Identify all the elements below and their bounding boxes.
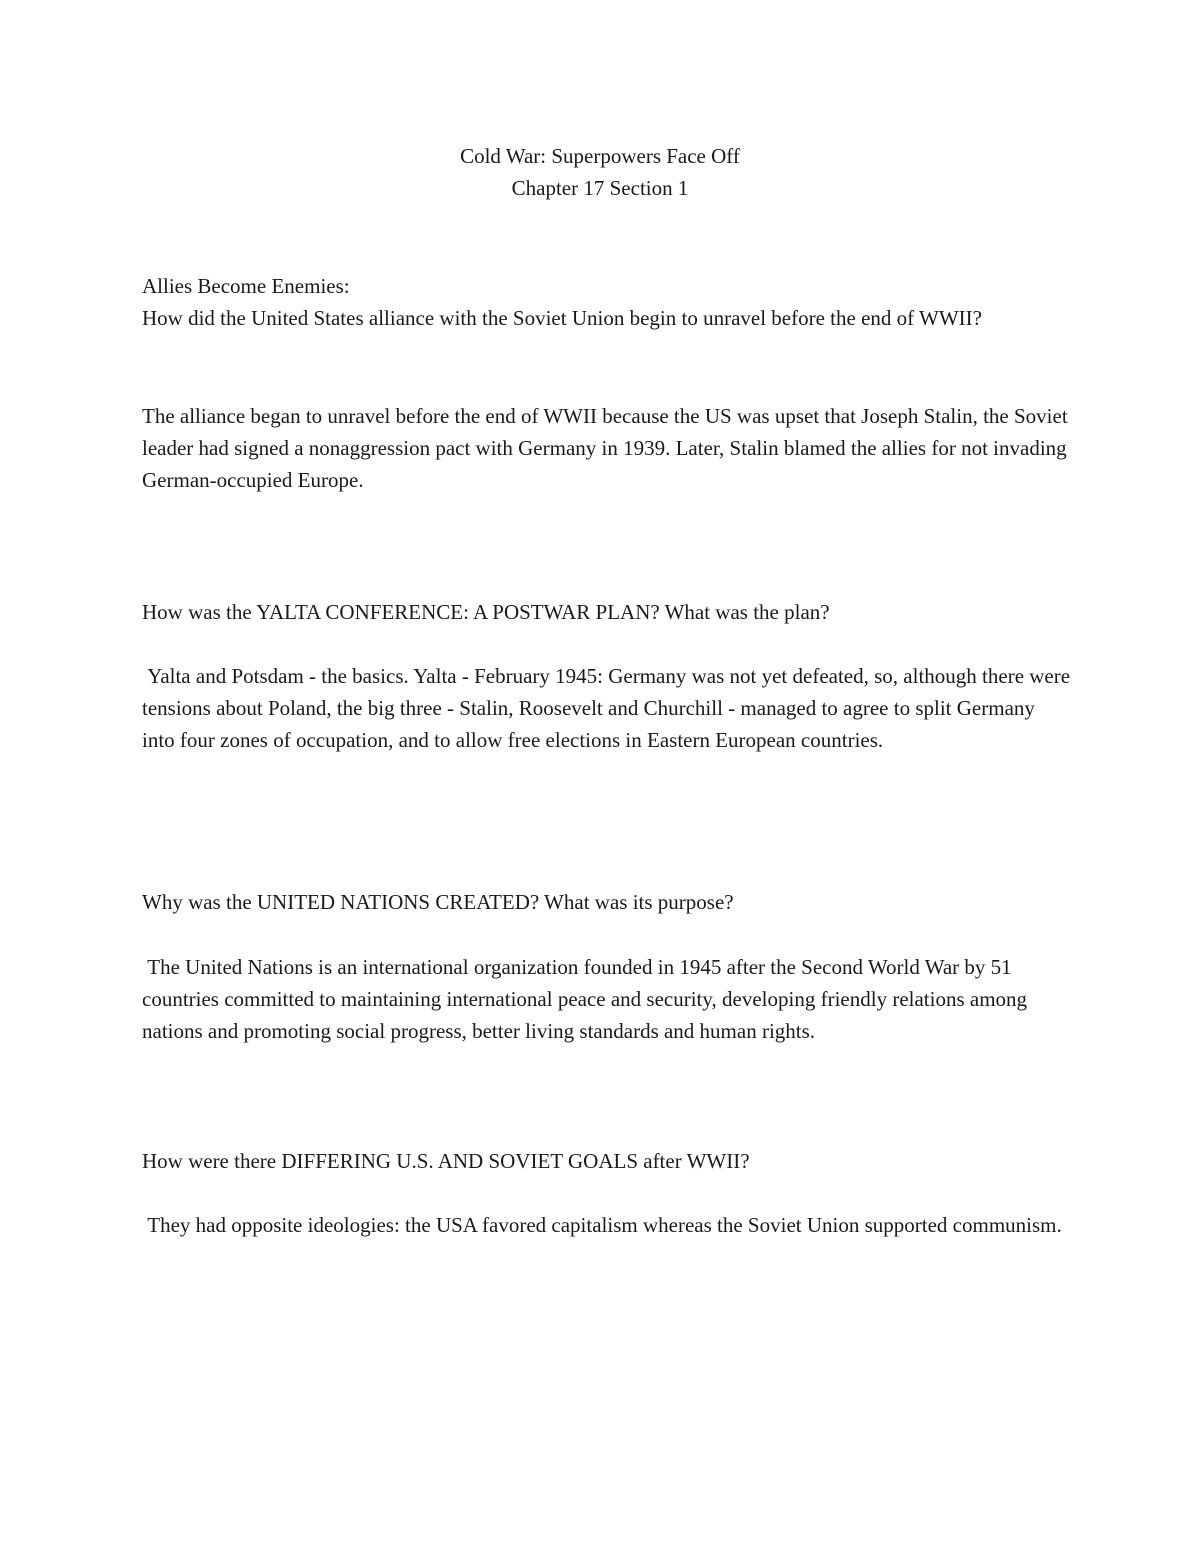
section-answer: They had opposite ideologies: the USA favored capitalism whereas the Soviet Union supported communism.: [142, 1213, 1062, 1237]
section-heading: Allies Become Enemies:: [142, 274, 350, 298]
section-1-answer: [142, 400, 1072, 496]
section-question: How did the United States alliance with the Soviet Union begin to unravel before the end of WWII?: [142, 306, 982, 330]
section-answer: The United Nations is an international organization founded in 1945 after the Second World War by 51 countries committed to maintaining international peace and security, developing friendly relations among nations and promoting social progress, better living standards and human rights.: [142, 955, 1033, 1043]
section-2-question: [142, 596, 1072, 628]
section-3-answer: [142, 951, 1072, 1047]
section-3-question: [142, 886, 1072, 918]
section-4-question: [142, 1145, 1072, 1177]
section-answer: Yalta and Potsdam - the basics. Yalta - February 1945: Germany was not yet defeated, so, although there were tensions about Poland, the big three - Stalin, Roosevelt and Churchill - managed to agree to split Germany into four zones of occupation, and to allow free elections in Eastern European countries.: [142, 664, 1076, 752]
section-question: How were there DIFFERING U.S. AND SOVIET GOALS after WWII?: [142, 1149, 750, 1173]
section-2-answer: [142, 660, 1076, 756]
section-question: Why was the UNITED NATIONS CREATED? What was its purpose?: [142, 890, 734, 914]
section-answer: The alliance began to unravel before the end of WWII because the US was upset that Joseph Stalin, the Soviet leader had signed a nonaggression pact with Germany in 1939. Later, Stalin blamed the allies for not invading German-occupied Europe.: [142, 404, 1068, 492]
section-4-answer: [142, 1209, 1072, 1241]
section-1-header: [142, 270, 1072, 334]
document-title: Cold War: Superpowers Face Off: [460, 144, 740, 168]
document-subtitle: Chapter 17 Section 1: [511, 176, 689, 200]
section-question: How was the YALTA CONFERENCE: A POSTWAR PLAN? What was the plan?: [142, 600, 830, 624]
title-block: [0, 140, 1200, 204]
